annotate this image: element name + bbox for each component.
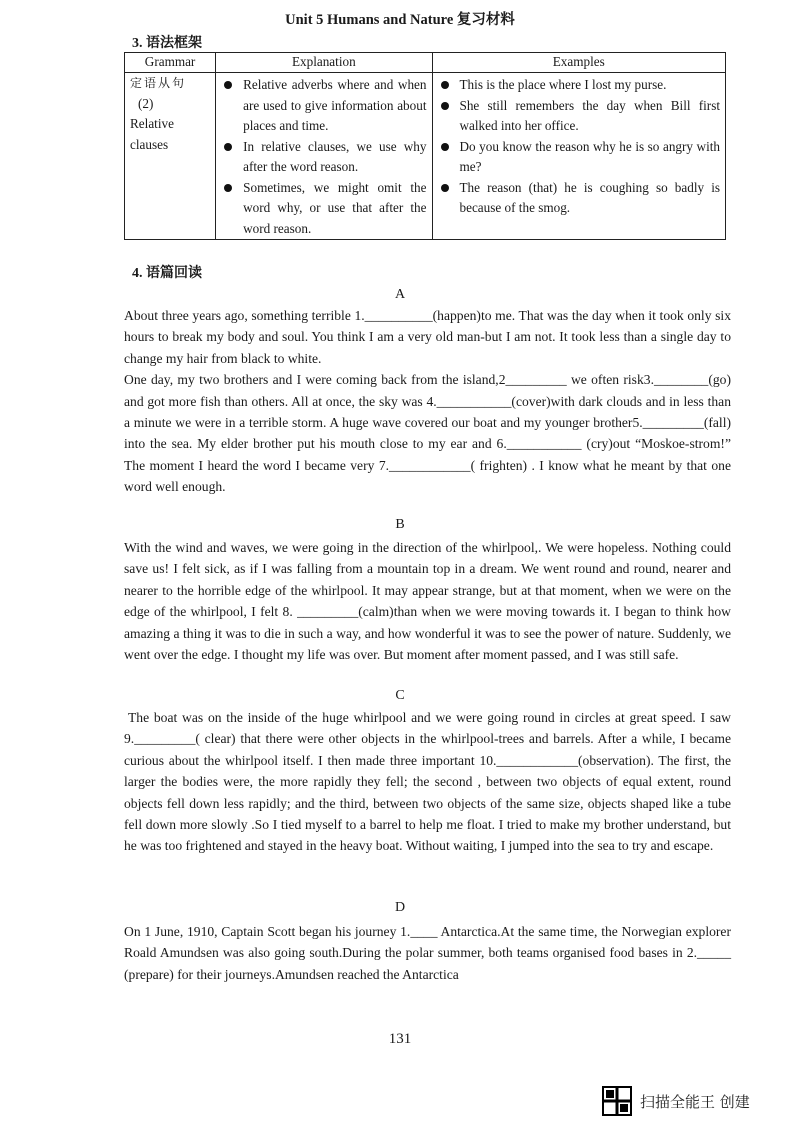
scanner-watermark — [602, 1085, 750, 1117]
example-item: This is the place where I lost my purse. — [438, 75, 721, 96]
passage-b — [124, 537, 731, 665]
example-item: Do you know the reason why he is so angry with me? — [438, 137, 721, 178]
passage-b-paragraph-1: With the wind and waves, we were going in the direction of the whirlpool,. We were hopeless. Nothing could save us! I felt sick, as if I was falling from a mountain top in a dream. We went round and round, nearer and nearer to the horrible edge of the whirlpool. It may appear strange, but at that moment, when we were on the edge of the whirlpool, I felt 8. _________(calm)than when we were moving towards it. I began to think how amazing a thing it was to die in such a way, and how wonderful it was to see the power of nature. Suddenly, we went over the edge. I thought my life was over. But moment after moment passed, and I was still safe. — [124, 540, 731, 663]
grammar-line: Relative — [130, 116, 174, 131]
table-row — [125, 73, 726, 240]
header-examples: Examples — [432, 53, 726, 73]
passage-d-paragraph-1: On 1 June, 1910, Captain Scott began his journey 1.____ Antarctica.At the same time, the Norwegian explorer Roald Amundsen was also going south.During the polar summer, both teams organised food bases in 2._____ (prepare) for their journeys.Amundsen reached the Antarctica — [124, 924, 731, 982]
passage-c — [124, 707, 731, 857]
passage-c-label: C — [395, 688, 405, 703]
explanation-item: Relative adverbs where and when are used to give information about places and time. — [221, 75, 426, 137]
section-4-heading: 4. 语篇回读 — [132, 266, 202, 281]
page-title: Unit 5 Humans and Nature 复习材料 — [285, 12, 515, 28]
grammar-line: (2) — [138, 95, 154, 111]
passage-a — [124, 305, 731, 498]
page-number: 131 — [388, 1031, 412, 1047]
grammar-cell — [125, 73, 216, 240]
passage-b-label: B — [395, 517, 405, 532]
qr-code-icon — [602, 1086, 632, 1116]
header-explanation: Explanation — [216, 53, 432, 73]
grammar-line: 定语从句 — [130, 76, 187, 90]
explanation-item: Sometimes, we might omit the word why, or use that after the word reason. — [221, 178, 426, 240]
passage-d-label: D — [394, 900, 406, 915]
section-3-heading: 3. 语法框架 — [132, 36, 202, 51]
scanner-text: 扫描全能王 创建 — [640, 1092, 750, 1111]
passage-a-label: A — [394, 287, 406, 302]
passage-c-paragraph-1: The boat was on the inside of the huge whirlpool and we were going round in circles at great speed. I saw 9._________( clear) that there were other objects in the whirlpool-trees and barrels. After a while, I became curious about the whirlpool itself. I then made three important 10.____________(observation). The first, the larger the bodies were, the more rapidly they fell; the second , between two objects of equal extent, round objects fell down less rapidly; and the third, between two objects of the same size, objects shaped like a tube fell down more slowly .So I tied myself to a barrel to help me float. I tried to make my brother understand, but he was too frightened and stayed in the heavy boat. Without waiting, I jumped into the sea to try and escape. — [124, 710, 731, 854]
grammar-table — [124, 52, 726, 240]
passage-a-paragraph-1: About three years ago, something terrible 1.__________(happen)to me. That was the day when it took only six hours to break my body and soul. You think I am a very old man-but I am not. It took less than a single day to change my hair from black to white. — [124, 308, 731, 366]
explanation-item: In relative clauses, we use why after the word reason. — [221, 137, 426, 178]
table-header-row — [125, 53, 726, 73]
passage-a-paragraph-2: One day, my two brothers and I were coming back from the island,2_________ we often risk3.________(go) and got more fish than others. All at once, the sky was 4.___________(cover)with dark clouds and in less than a minute we were in a terrible storm. A huge wave covered our boat and my younger brother5._________(fall) into the sea. My elder brother put his mouth close to my ear and 6.___________ (cry)out “Moskoe-strom!” The moment I heard the word I became very 7.____________( frighten) . I know what he meant by that one word well enough. — [124, 372, 731, 495]
examples-cell — [432, 73, 726, 240]
example-item: She still remembers the day when Bill first walked into her office. — [438, 96, 721, 137]
header-grammar: Grammar — [125, 53, 216, 73]
explanation-cell — [216, 73, 432, 240]
grammar-line: clauses — [130, 136, 169, 152]
example-item: The reason (that) he is coughing so badly is because of the smog. — [438, 178, 721, 219]
passage-d — [124, 921, 731, 985]
